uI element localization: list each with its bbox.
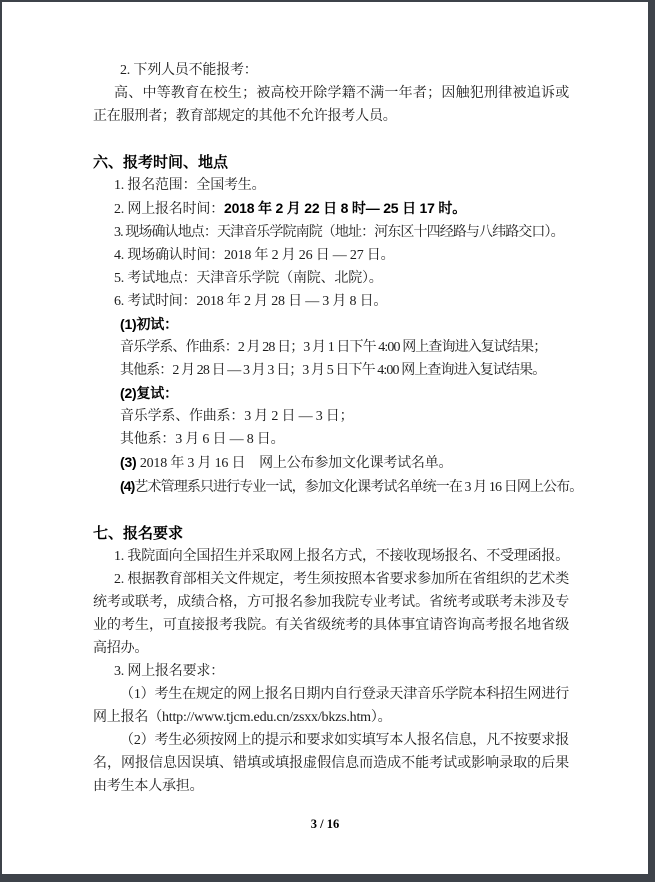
para-onsite-confirmation-place: 3. 现场确认地点：天津音乐学院南院（地址：河东区十四经路与八纬路交口）。 [114, 225, 564, 240]
second-round-label: (2)复试： [120, 385, 178, 401]
para-provincial-exam-requirement: 2. 根据教育部相关文件规定，考生须按照本省要求参加所在省组织的艺术类统考或联考，成绩合格，方可报名参加我院专业考试。省统考或联考未涉及专业的考生，可直接报考我院。有关省级统考的具体事宜请咨询高考报名地省级高招办。 [93, 572, 569, 656]
section7-heading: 七、报名要求 [93, 525, 184, 542]
second-round-other-departments: 其他系：3 月 6 日 — 8 日。 [120, 432, 285, 447]
second-round-music-composition: 音乐学系、作曲系：3 月 2 日 — 3 日； [120, 409, 354, 424]
para-nationwide-online-only: 1. 我院面向全国招生并采取网上报名方式，不接收现场报名、不受理函报。 [114, 549, 569, 564]
page-number: 3 / 16 [310, 817, 340, 831]
para-exam-place: 5. 考试地点：天津音乐学院（南院、北院）。 [114, 271, 383, 286]
online-registration-time-value: 2018 年 2 月 22 日 8 时— 25 日 17 时。 [224, 200, 467, 216]
para-culture-exam-list [93, 451, 569, 475]
document-page [2, 2, 648, 874]
art-management-note-number: (4) [120, 478, 135, 494]
para-online-registration-requirements: 3. 网上报名要求： [114, 664, 224, 679]
para-truthful-information: （2）考生必须按网上的提示和要求如实填写本人报名信息，凡不按要求报名，网报信息因误填、错填或填报虚假信息而造成不能考试或影响录取的后果由考生本人承担。 [93, 733, 569, 794]
para-registration-website: （1）考生在规定的网上报名日期内自行登录天津音乐学院本科招生网进行网上报名（http://www.tjcm.edu.cn/zsxx/bkzs.htm）。 [93, 687, 569, 725]
para-art-management-note [93, 475, 583, 499]
art-management-note-text: 艺术管理系只进行专业一试，参加文化课考试名单统一在 3 月 16 日网上公布。 [134, 480, 583, 495]
first-round-label: (1)初试： [120, 316, 178, 332]
section6-heading: 六、报考时间、地点 [93, 154, 229, 171]
first-round-music-composition: 音乐学系、作曲系：2 月 28 日；3 月 1 日下午 4:00 网上查询进入复试结果； [120, 340, 547, 355]
para-exam-time: 6. 考试时间：2018 年 2 月 28 日 — 3 月 8 日。 [114, 294, 388, 309]
first-round-other-departments: 其他系：2 月 28 日 — 3 月 3 日；3 月 5 日下午 4:00 网上查询进入复试结果。 [120, 363, 546, 378]
para-onsite-confirmation-time: 4. 现场确认时间：2018 年 2 月 26 日 — 27 日。 [114, 248, 395, 263]
para-registration-scope: 1. 报名范围：全国考生。 [114, 178, 266, 193]
para-online-registration-time [93, 197, 569, 221]
document-body [93, 59, 583, 798]
culture-exam-list-text: 2018 年 3 月 16 日 网上公布参加文化课考试名单。 [136, 456, 453, 471]
culture-exam-list-number: (3) [120, 454, 137, 470]
para-ineligible-body: 高、中等教育在校生；被高校开除学籍不满一年者；因触犯刑律被追诉或正在服刑者；教育部规定的其他不允许报考人员。 [93, 86, 569, 124]
online-registration-time-label: 2. 网上报名时间： [114, 202, 224, 217]
para-ineligible-label: 2. 下列人员不能报考： [120, 63, 258, 78]
